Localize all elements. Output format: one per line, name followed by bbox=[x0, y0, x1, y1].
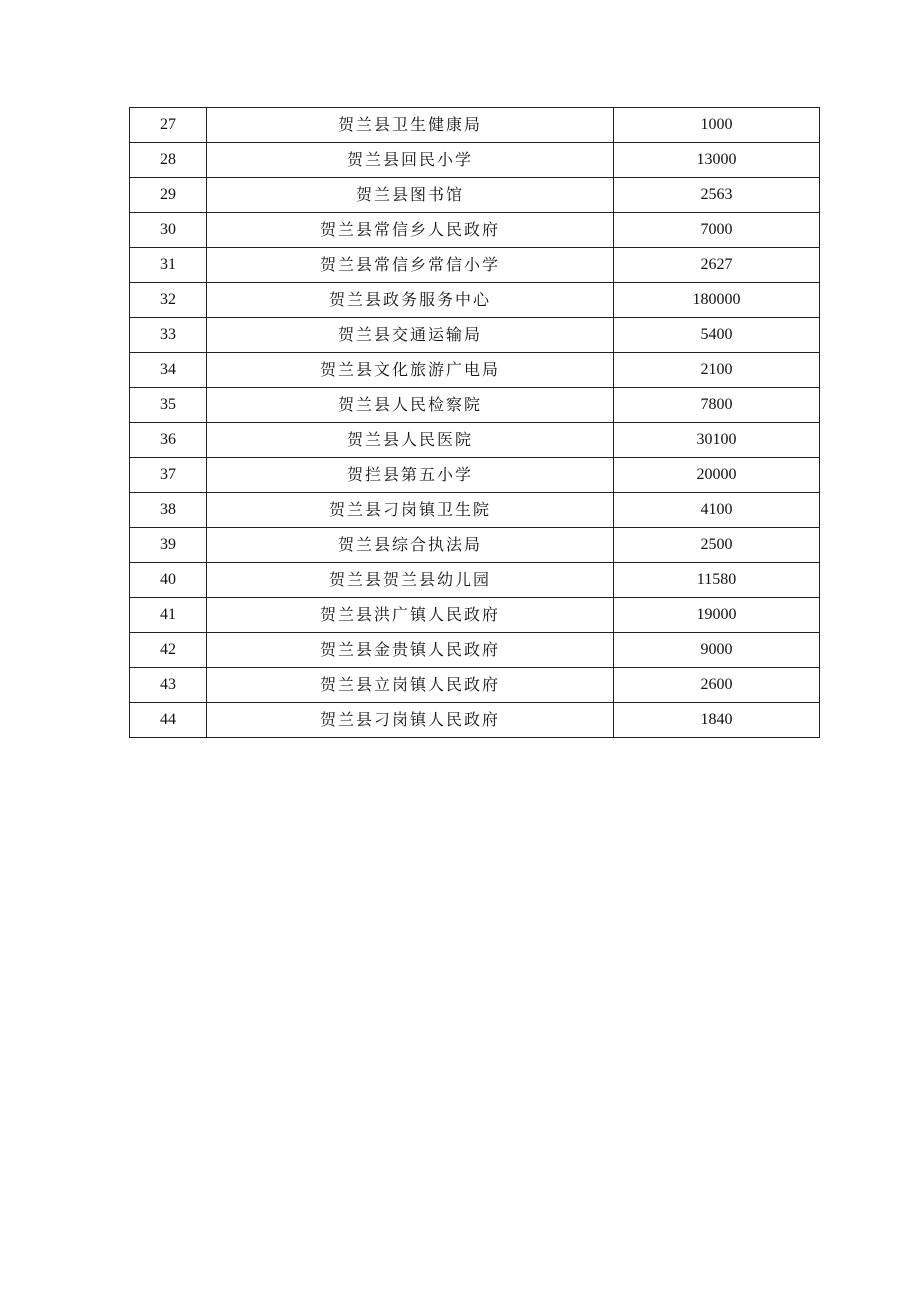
organization-name-cell: 贺兰县常信乡人民政府 bbox=[207, 213, 614, 248]
row-number-cell: 33 bbox=[130, 318, 207, 353]
organization-name-cell: 贺兰县贺兰县幼儿园 bbox=[207, 563, 614, 598]
row-number-cell: 39 bbox=[130, 528, 207, 563]
row-number-cell: 42 bbox=[130, 633, 207, 668]
organization-name-cell: 贺兰县金贵镇人民政府 bbox=[207, 633, 614, 668]
amount-cell: 20000 bbox=[614, 458, 820, 493]
amount-cell: 2563 bbox=[614, 178, 820, 213]
row-number-cell: 43 bbox=[130, 668, 207, 703]
amount-cell: 5400 bbox=[614, 318, 820, 353]
row-number-cell: 34 bbox=[130, 353, 207, 388]
row-number-cell: 27 bbox=[130, 108, 207, 143]
organization-name-cell: 贺兰县综合执法局 bbox=[207, 528, 614, 563]
table-row bbox=[130, 248, 820, 283]
amount-cell: 1000 bbox=[614, 108, 820, 143]
row-number-cell: 41 bbox=[130, 598, 207, 633]
row-number-cell: 37 bbox=[130, 458, 207, 493]
amount-cell: 19000 bbox=[614, 598, 820, 633]
amount-cell: 180000 bbox=[614, 283, 820, 318]
table-row bbox=[130, 458, 820, 493]
table-row bbox=[130, 703, 820, 738]
row-number-cell: 31 bbox=[130, 248, 207, 283]
table-row bbox=[130, 318, 820, 353]
row-number-cell: 44 bbox=[130, 703, 207, 738]
amount-cell: 7800 bbox=[614, 388, 820, 423]
amount-cell: 13000 bbox=[614, 143, 820, 178]
organization-name-cell: 贺兰县洪广镇人民政府 bbox=[207, 598, 614, 633]
organization-name-cell: 贺拦县第五小学 bbox=[207, 458, 614, 493]
organization-name-cell: 贺兰县交通运输局 bbox=[207, 318, 614, 353]
amount-cell: 11580 bbox=[614, 563, 820, 598]
table-row bbox=[130, 423, 820, 458]
table-row bbox=[130, 283, 820, 318]
table-row bbox=[130, 493, 820, 528]
table-row bbox=[130, 563, 820, 598]
row-number-cell: 38 bbox=[130, 493, 207, 528]
amount-cell: 2600 bbox=[614, 668, 820, 703]
table-row bbox=[130, 178, 820, 213]
table-row bbox=[130, 668, 820, 703]
organization-name-cell: 贺兰县政务服务中心 bbox=[207, 283, 614, 318]
table-row bbox=[130, 213, 820, 248]
amount-cell: 2500 bbox=[614, 528, 820, 563]
row-number-cell: 40 bbox=[130, 563, 207, 598]
organization-name-cell: 贺兰县刁岗镇卫生院 bbox=[207, 493, 614, 528]
table-row bbox=[130, 388, 820, 423]
organization-name-cell: 贺兰县图书馆 bbox=[207, 178, 614, 213]
row-number-cell: 28 bbox=[130, 143, 207, 178]
amount-cell: 4100 bbox=[614, 493, 820, 528]
amount-cell: 2100 bbox=[614, 353, 820, 388]
organization-name-cell: 贺兰县人民检察院 bbox=[207, 388, 614, 423]
table-row bbox=[130, 353, 820, 388]
table-row bbox=[130, 528, 820, 563]
organization-name-cell: 贺兰县文化旅游广电局 bbox=[207, 353, 614, 388]
row-number-cell: 36 bbox=[130, 423, 207, 458]
amount-cell: 1840 bbox=[614, 703, 820, 738]
organization-name-cell: 贺兰县人民医院 bbox=[207, 423, 614, 458]
row-number-cell: 32 bbox=[130, 283, 207, 318]
table-row bbox=[130, 633, 820, 668]
organization-name-cell: 贺兰县常信乡常信小学 bbox=[207, 248, 614, 283]
row-number-cell: 30 bbox=[130, 213, 207, 248]
table-row bbox=[130, 143, 820, 178]
amount-cell: 30100 bbox=[614, 423, 820, 458]
table-row bbox=[130, 598, 820, 633]
amount-cell: 2627 bbox=[614, 248, 820, 283]
organization-name-cell: 贺兰县回民小学 bbox=[207, 143, 614, 178]
row-number-cell: 35 bbox=[130, 388, 207, 423]
data-table bbox=[129, 107, 820, 738]
row-number-cell: 29 bbox=[130, 178, 207, 213]
organization-name-cell: 贺兰县立岗镇人民政府 bbox=[207, 668, 614, 703]
table-body bbox=[130, 108, 820, 738]
organization-name-cell: 贺兰县刁岗镇人民政府 bbox=[207, 703, 614, 738]
amount-cell: 7000 bbox=[614, 213, 820, 248]
amount-cell: 9000 bbox=[614, 633, 820, 668]
table-row bbox=[130, 108, 820, 143]
organization-name-cell: 贺兰县卫生健康局 bbox=[207, 108, 614, 143]
